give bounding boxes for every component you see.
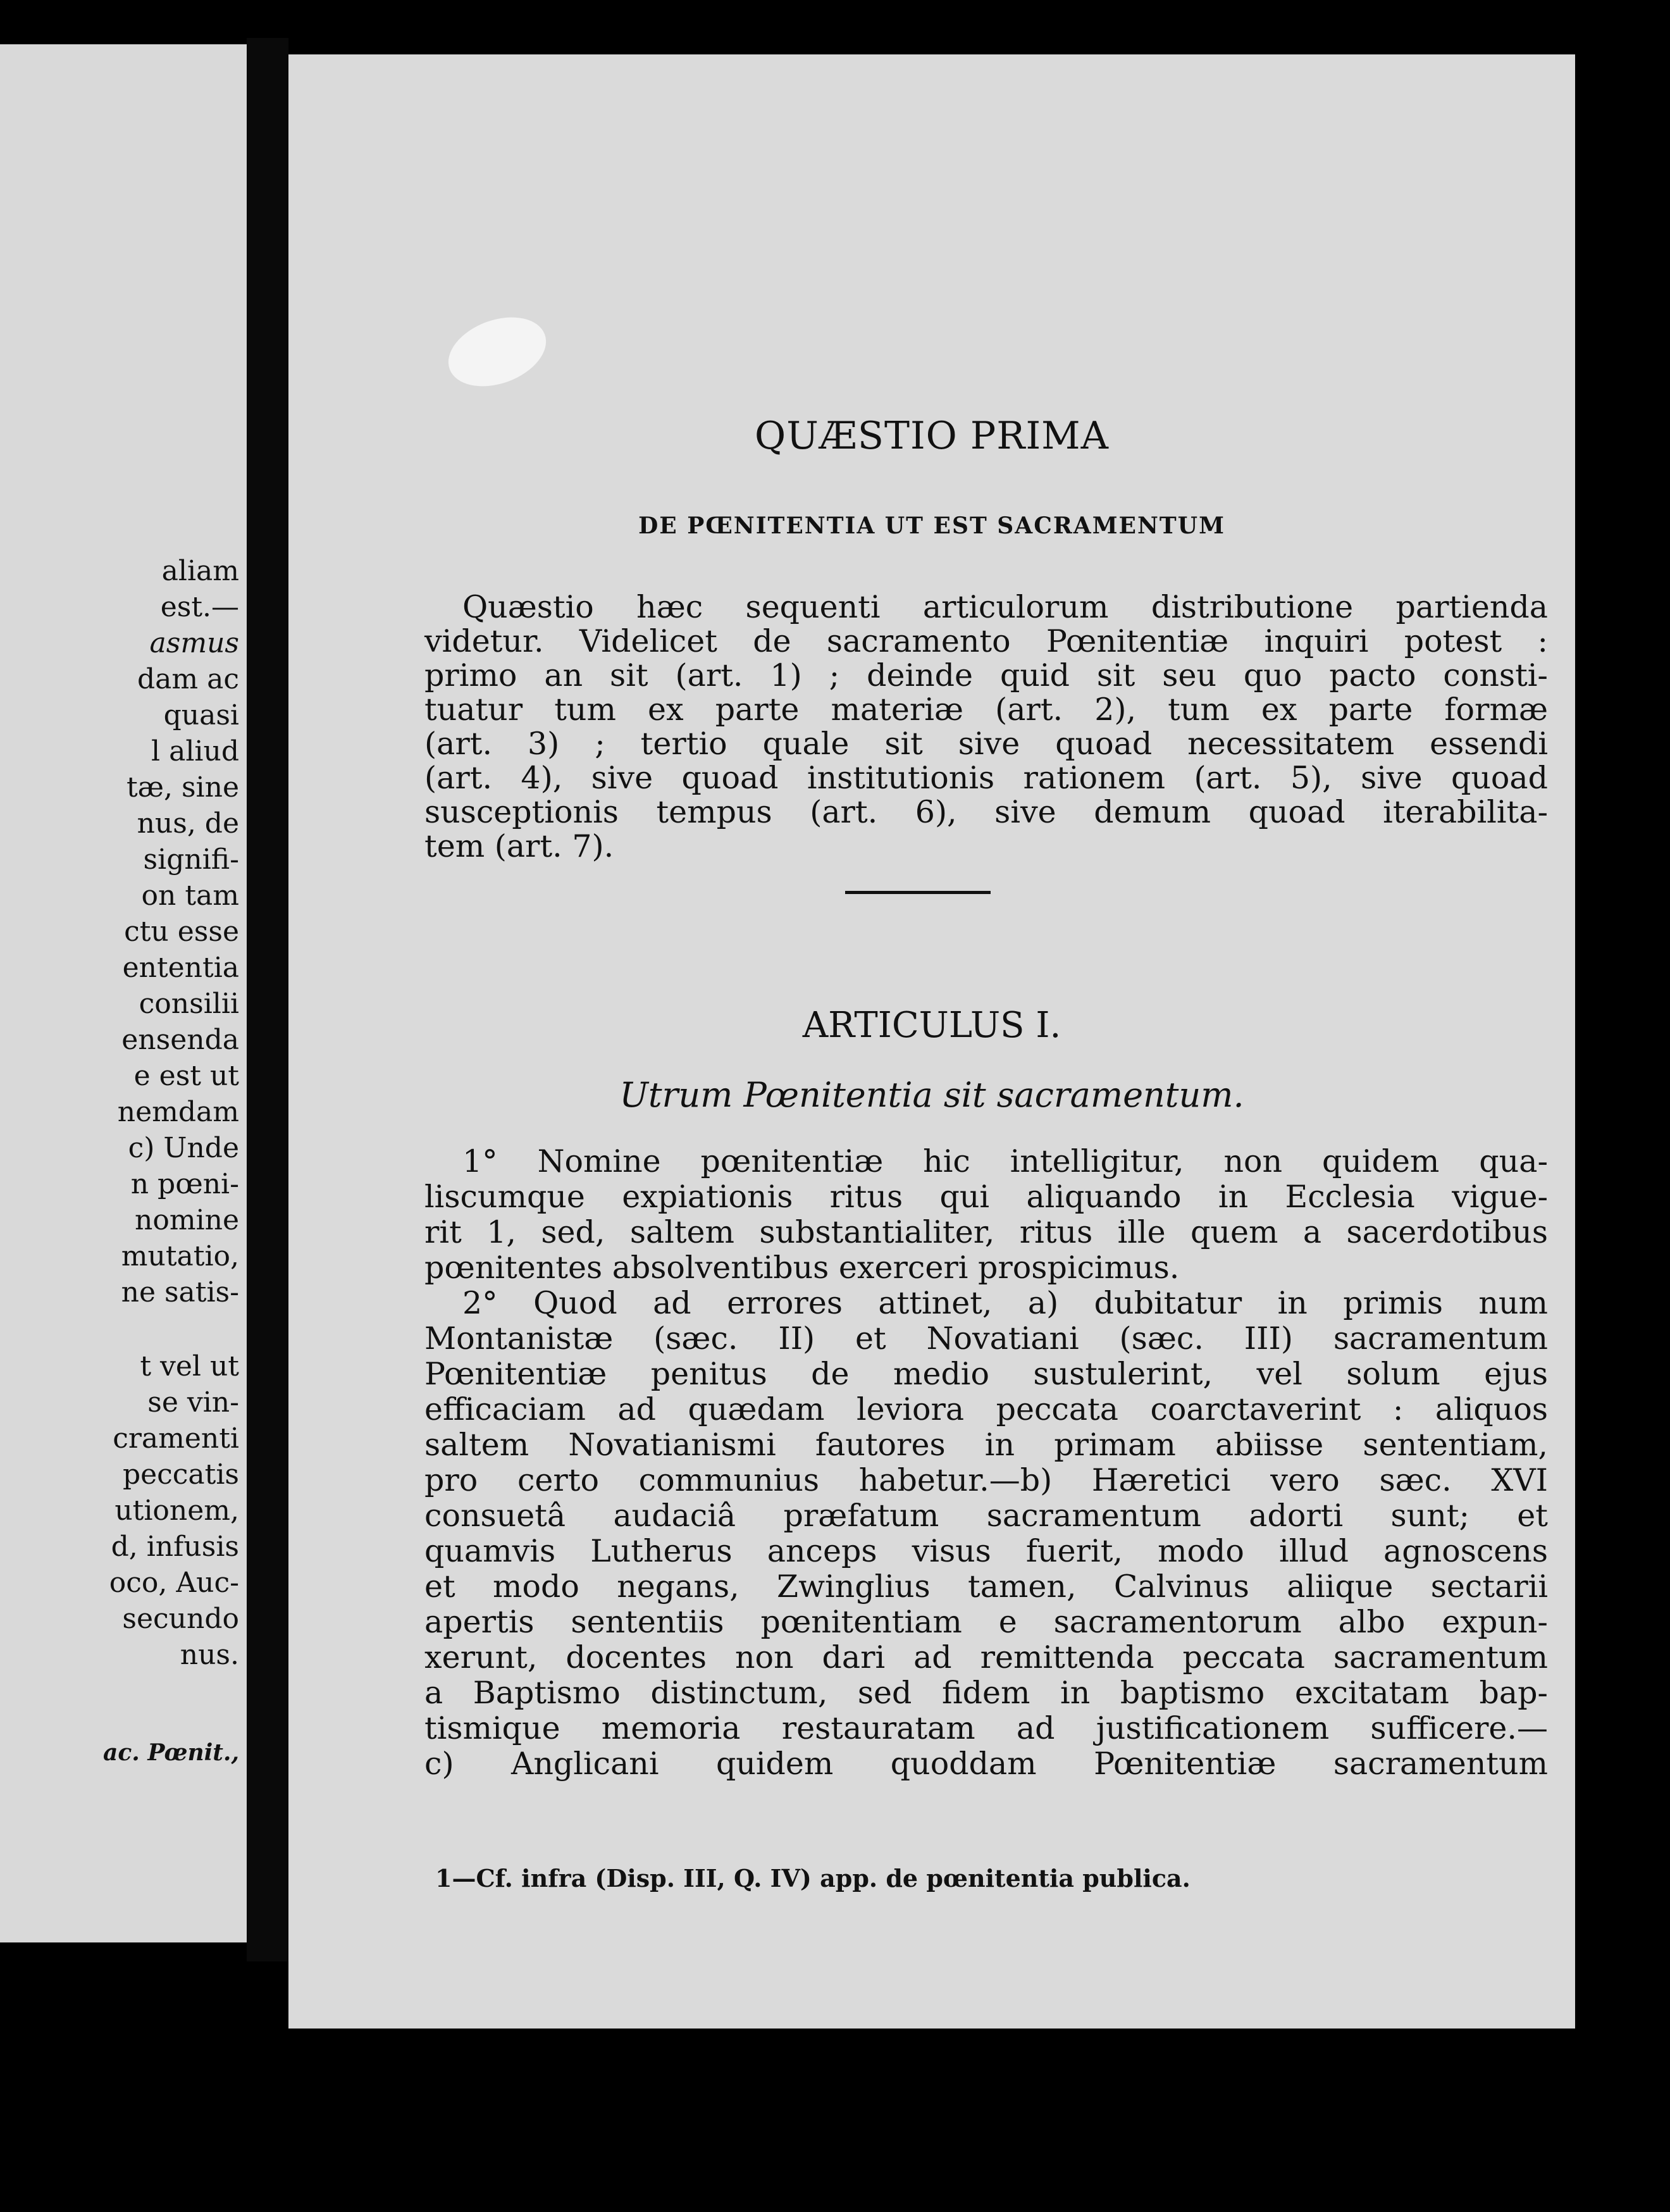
left-page-line: nus, de (137, 807, 239, 840)
left-page-fragment (0, 44, 247, 1942)
left-page-line: est.— (160, 591, 239, 623)
article-line: quamvis Lutherus anceps visus fuerit, modo illud agnoscens (424, 1533, 1548, 1569)
paper-blemish (439, 305, 556, 399)
intro-line: primo an sit (art. 1) ; deinde quid sit seu quo pacto consti- (424, 657, 1548, 693)
section-rule (845, 891, 991, 894)
article-line: pro certo communius habetur.—b) Hæretici vero sæc. XVI (424, 1462, 1548, 1498)
article-line: xerunt, docentes non dari ad remittenda peccata sacramentum (424, 1639, 1548, 1675)
left-page-line: e est ut (133, 1060, 239, 1092)
left-page-line: aliam (161, 555, 239, 587)
page-subtitle: DE PŒNITENTIA UT EST SACRAMENTUM (638, 513, 1225, 539)
intro-line: tuatur tum ex parte materiæ (art. 2), tum ex parte formæ (424, 692, 1548, 728)
article-line: c) Anglicani quidem quoddam Pœnitentiæ sacramentum (424, 1746, 1548, 1782)
intro-line: (art. 3) ; tertio quale sit sive quoad necessitatem essendi (424, 726, 1548, 762)
left-page-line: t vel ut (140, 1350, 239, 1382)
article-line: consuetâ audaciâ præfatum sacramentum adorti sunt; et (424, 1498, 1548, 1534)
article-line: Pœnitentiæ penitus de medio sustulerint, vel solum ejus (424, 1356, 1548, 1392)
left-page-line: signifi- (143, 843, 239, 876)
left-page-line: dam ac (137, 663, 239, 695)
left-page-line: nemdam (117, 1096, 239, 1128)
left-page-line: se vin- (147, 1386, 239, 1419)
intro-line: (art. 4), sive quoad institutionis rationem (art. 5), sive quoad (424, 760, 1548, 796)
left-page-line: n pœni- (130, 1168, 239, 1200)
left-page-line: ctu esse (124, 916, 239, 948)
left-page-line: d, infusis (111, 1531, 239, 1563)
intro-line: susceptionis tempus (art. 6), sive demum quoad iterabilita- (424, 794, 1548, 830)
left-page-line: mutatio, (121, 1240, 239, 1272)
article-line: liscumque expiationis ritus qui aliquando in Ecclesia vigue- (424, 1179, 1548, 1215)
article-line: pœnitentes absolventibus exerceri prospicimus. (424, 1250, 1180, 1286)
left-page-line: ententia (122, 952, 239, 984)
left-page-line: consilii (139, 988, 239, 1020)
article-line: efficaciam ad quædam leviora peccata coarctaverint : aliquos (424, 1391, 1548, 1427)
left-page-line: nomine (135, 1204, 239, 1236)
left-page-line: ne satis- (121, 1276, 239, 1308)
article-line: saltem Novatianismi fautores in primam abiisse sententiam, (424, 1427, 1548, 1463)
left-page-line: peccatis (122, 1458, 239, 1491)
article-line: Montanistæ (sæc. II) et Novatiani (sæc. III) sacramentum (424, 1320, 1548, 1357)
left-page-line: l aliud (151, 735, 239, 767)
left-page-line: secundo (122, 1603, 239, 1635)
book-gutter (247, 38, 288, 1961)
article-line: 2° Quod ad errores attinet, a) dubitatur in primis num (462, 1285, 1548, 1321)
footnote: 1—Cf. infra (Disp. III, Q. IV) app. de pœnitentia publica. (435, 1864, 1191, 1892)
left-page-line: ac. Pœnit., (103, 1739, 239, 1766)
main-page (288, 54, 1575, 2029)
left-page-line: asmus (149, 627, 239, 659)
left-page-line: ensenda (121, 1024, 239, 1056)
article-line: rit 1, sed, saltem substantialiter, ritus ille quem a sacerdotibus (424, 1214, 1548, 1250)
article-line: tismique memoria restauratam ad justificationem sufficere.— (424, 1710, 1548, 1746)
page-title: QUÆSTIO PRIMA (755, 414, 1109, 458)
left-page-line: utionem, (114, 1494, 239, 1527)
left-page-line: c) Unde (128, 1132, 239, 1164)
left-page-line: oco, Auc- (109, 1567, 239, 1599)
article-line: apertis sententiis pœnitentiam e sacramentorum albo expun- (424, 1604, 1548, 1640)
article-line: 1° Nomine pœnitentiæ hic intelligitur, non quidem qua- (462, 1143, 1548, 1179)
article-subtitle: Utrum Pœnitentia sit sacramentum. (619, 1075, 1244, 1115)
intro-line: videtur. Videlicet de sacramento Pœnitentiæ inquiri potest : (424, 623, 1548, 659)
intro-line: Quæstio hæc sequenti articulorum distributione partienda (462, 589, 1548, 625)
article-title: ARTICULUS I. (802, 1005, 1061, 1046)
article-line: et modo negans, Zwinglius tamen, Calvinus aliique sectarii (424, 1569, 1548, 1605)
left-page-line: on tam (141, 879, 239, 912)
left-page-line: tæ, sine (126, 771, 239, 804)
left-page-line: cramenti (113, 1422, 239, 1455)
left-page-line: quasi (163, 699, 239, 731)
left-page-line: nus. (180, 1639, 239, 1671)
article-line: a Baptismo distinctum, sed fidem in baptismo excitatam bap- (424, 1675, 1548, 1711)
intro-line: tem (art. 7). (424, 828, 614, 864)
